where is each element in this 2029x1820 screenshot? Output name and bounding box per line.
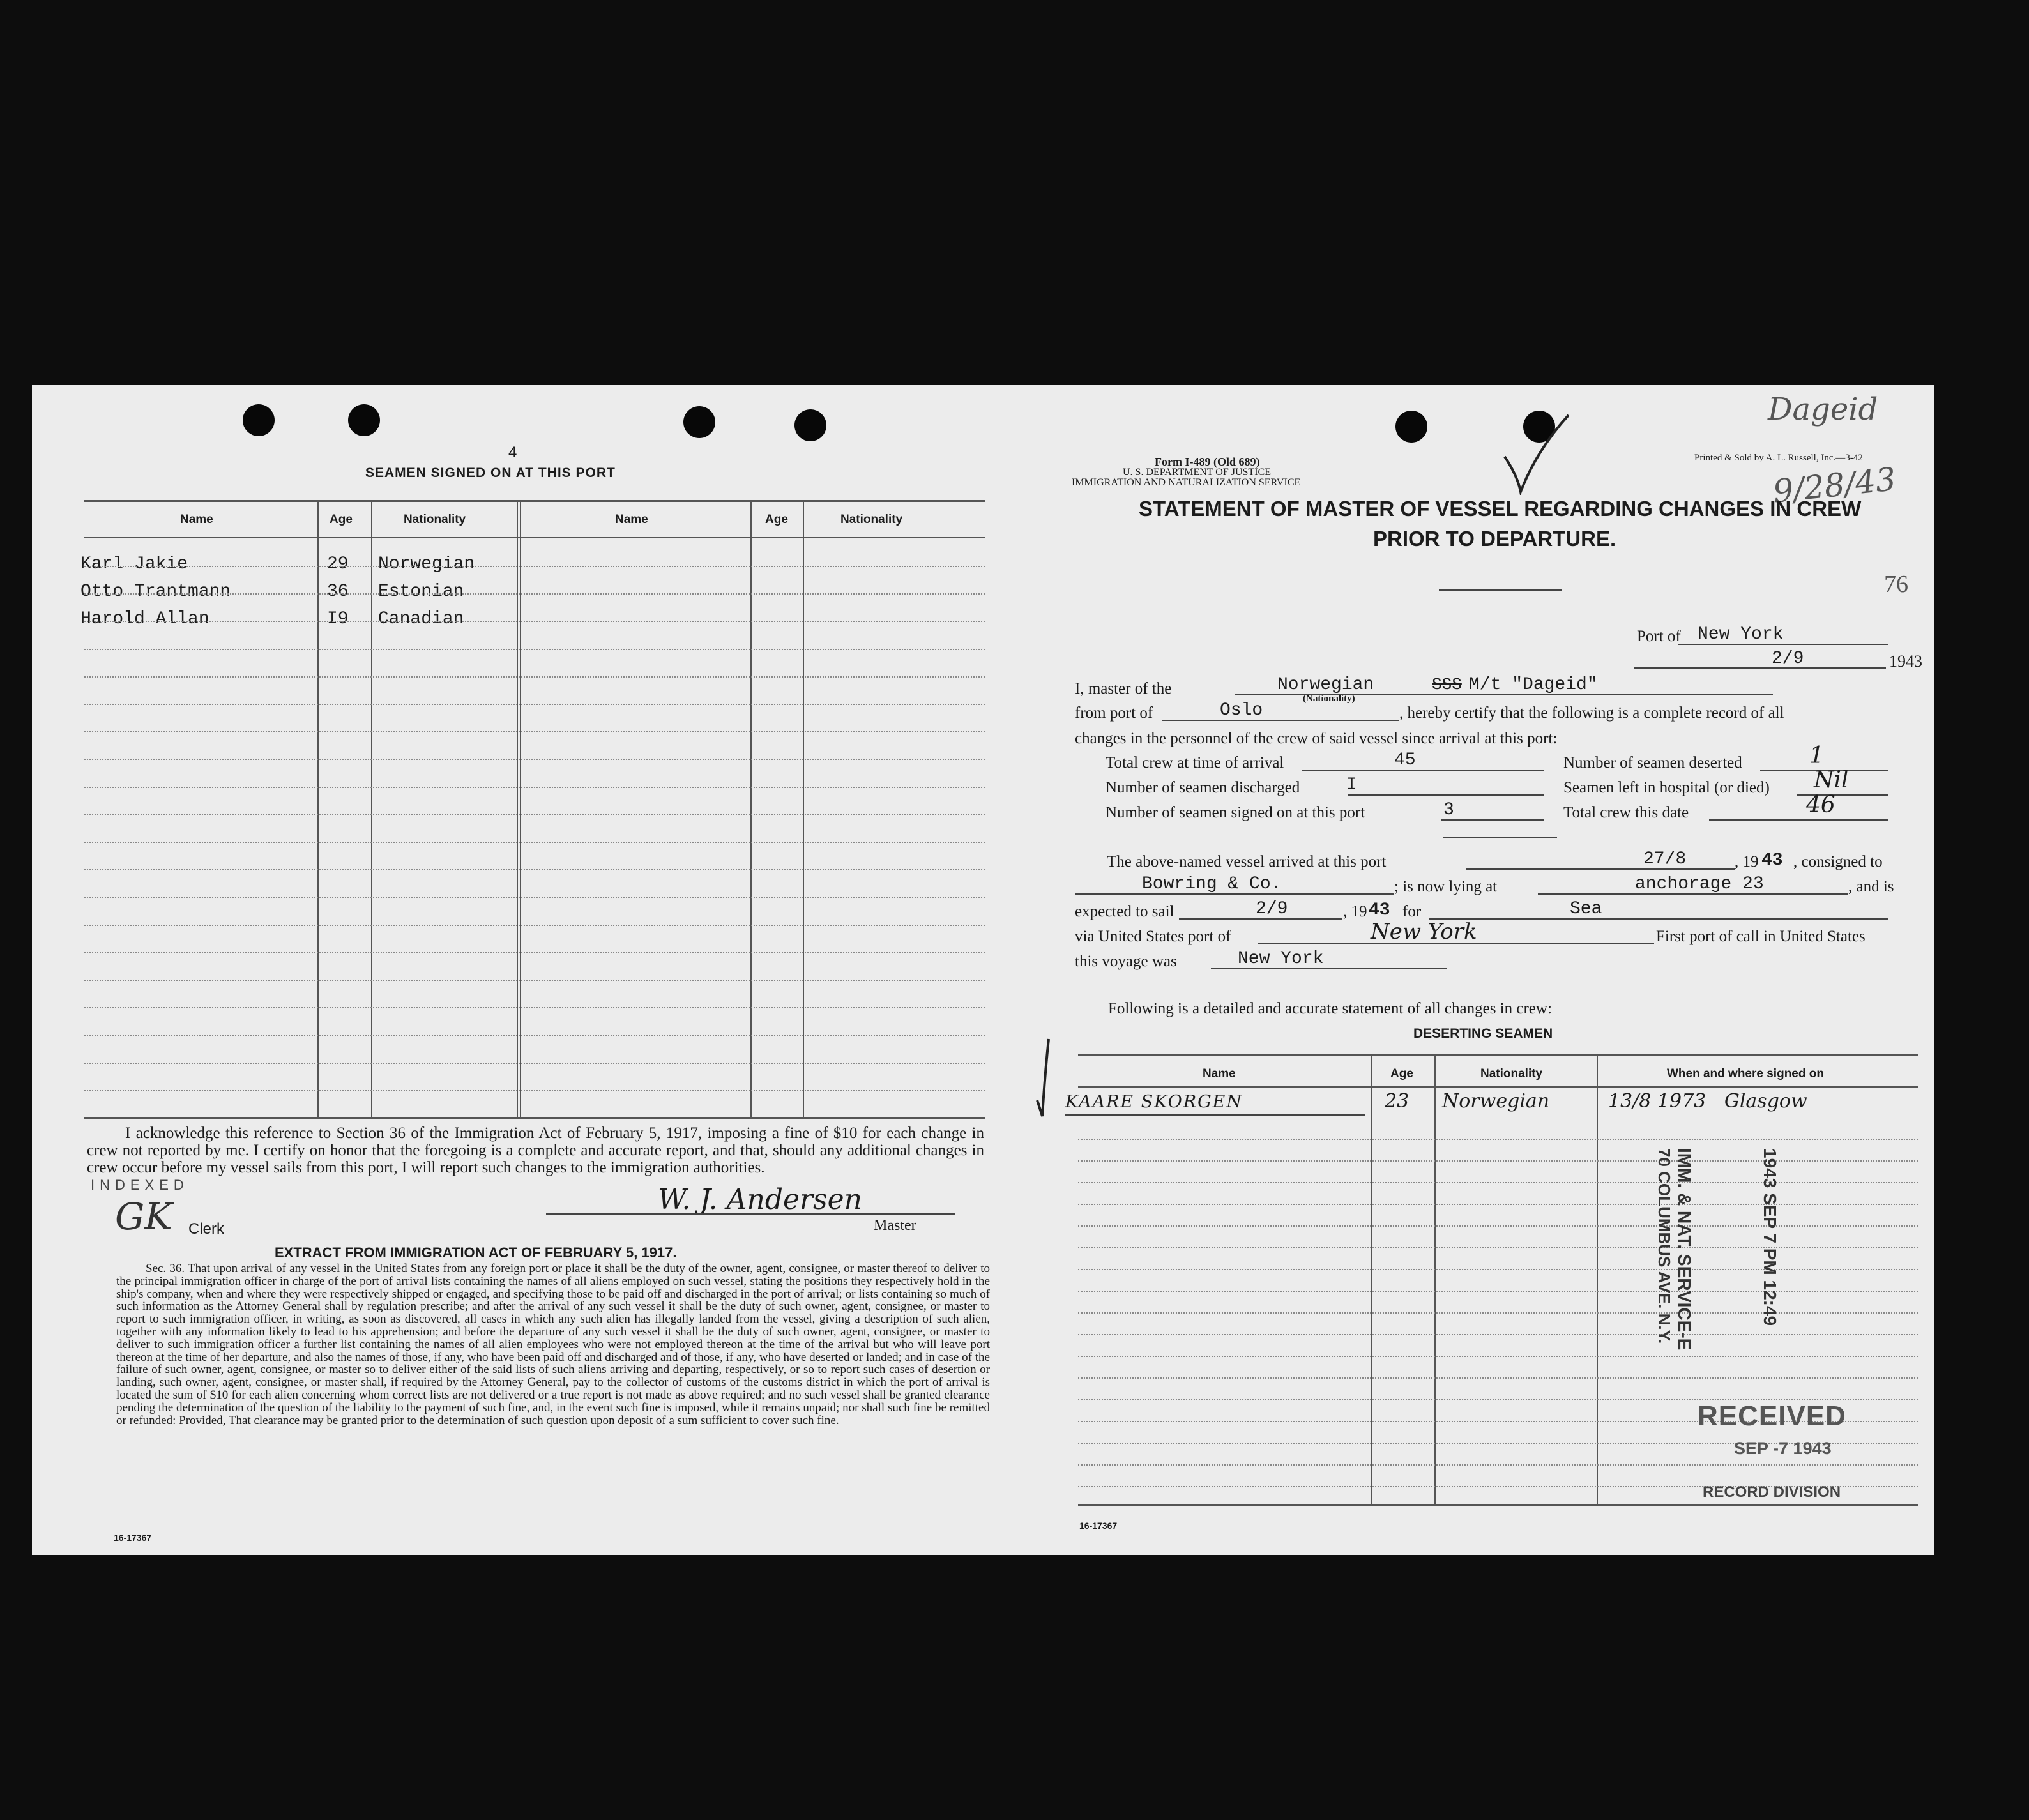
punch-hole <box>794 409 826 441</box>
discharged-value: I <box>1346 775 1357 795</box>
from-port-underline <box>1162 720 1399 721</box>
table-row-line <box>1078 1160 1918 1162</box>
col-divider <box>317 500 319 1118</box>
table-row-line <box>84 676 985 678</box>
arrived-label: The above-named vessel arrived at this port <box>1107 853 1387 870</box>
table-row-line <box>84 925 985 927</box>
signature-line <box>546 1213 955 1215</box>
table-row-line <box>84 952 985 954</box>
table-row-line <box>84 869 985 871</box>
underline <box>1709 819 1888 821</box>
consigned-label: , consigned to <box>1793 853 1883 870</box>
form-code: 16-17367 <box>114 1533 152 1543</box>
col-header-name: Name <box>180 513 213 526</box>
table-row-line <box>84 842 985 844</box>
vessel-underline <box>1235 694 1773 695</box>
consignee-value: Bowring & Co. <box>1142 874 1282 894</box>
for-label: for <box>1402 903 1422 920</box>
lying-label: ; is now lying at <box>1394 878 1498 895</box>
deserter-age: 23 <box>1385 1090 1410 1112</box>
col-header-name: Name <box>615 513 648 526</box>
check-mark-icon <box>1032 1036 1058 1119</box>
underline <box>1441 819 1544 821</box>
date-value: 2/9 <box>1772 649 1804 669</box>
table-row-line <box>1078 1182 1918 1184</box>
table-row-line <box>84 566 985 568</box>
table-row-line <box>84 814 985 816</box>
hospital-value: Nil <box>1814 767 1849 793</box>
crew-nationality: Canadian <box>378 609 464 629</box>
table-row-line <box>84 593 985 595</box>
underline <box>1348 794 1544 796</box>
sheet-number: 76 <box>1884 571 1908 598</box>
hospital-label: Seamen left in hospital (or died) <box>1563 779 1770 796</box>
col-divider <box>371 500 372 1118</box>
underline <box>1211 968 1447 969</box>
col-header-nationality: Nationality <box>404 513 466 526</box>
table-row-line <box>84 787 985 789</box>
extract-text: Sec. 36. That upon arrival of any vessel in the United States from any foreign port or place it shall be the duty of the owner, agent, consignee, or master thereof to deliver to the principal immigration officer in charge of the port of arrival lists containing the names of all aliens employed on such vessel, stating the positions they respectively hold in the ship's company, when and where they were respectively shipped or engaged, and specifying those to be paid off and discharged in the port of arrival; or lists containing so much of such information as the Attorney General shall by regulation prescribe; and after the arrival of any such vessel it shall be the duty of such owner, agent, consignee, or master to report to such immigration officer, in writing, as soon as discovered, all cases in which any such alien has illegally landed from the vessel, giving a description of such alien, together with any information likely to lead to his apprehension; and before the departure of any such vessel it shall be the duty of such owner, agent, consignee, or master to deliver to such immigration officer a further list containing the names of all alien employees who were not employed thereon at the time of the arrival but who will leave port thereon at the time of her departure, and also the names of those, if any, who have been paid off and discharged and of those, if any, who have deserted or landed; and in case of the failure of such owner, agent, consignee, or master so to deliver either of the said lists of such aliens arriving and departing, respectively, or so to report such cases of desertion or landing, such owner, agent, consignee, or master shall, if required by the Attorney General, pay to the collector of customs of the customs district in which the port of arrival is located the sum of $10 for each alien concerning whom correct lists are not delivered or a true report is not made as above required; and no such vessel shall be granted clearance pending the determination of the question of the liability to the payment of such fine, and, in the event such fine is imposed, while it remains unpaid; nor shall such fine be remitted or refunded: Provided, That clearance may be granted prior to the determination of such question upon deposit of a sum sufficient to cover such fine. <box>116 1262 990 1427</box>
punch-hole <box>243 404 275 436</box>
crew-age: 36 <box>327 582 349 602</box>
date-underline <box>1634 667 1886 669</box>
master-signature: W. J. Andersen <box>658 1183 863 1216</box>
totals-rule <box>1443 837 1557 838</box>
deserted-label: Number of seamen deserted <box>1563 754 1742 771</box>
from-port-value: Oslo <box>1220 701 1263 720</box>
form-number: Form I-489 (Old 689) <box>1155 455 1260 468</box>
col-header-nationality: Nationality <box>840 513 903 526</box>
first-port-label: First port of call in United States <box>1656 928 1866 945</box>
table-row-line <box>1078 1204 1918 1206</box>
page-number: 4 <box>508 444 517 461</box>
from-port-label: from port of <box>1075 704 1153 722</box>
sail-label: expected to sail <box>1075 903 1174 920</box>
via-label: via United States port of <box>1075 928 1231 945</box>
total-crew-date-value: 46 <box>1806 792 1835 818</box>
port-underline <box>1678 644 1888 645</box>
check-mark-icon <box>1498 412 1575 495</box>
form-title-line2: PRIOR TO DEPARTURE. <box>1373 527 1616 550</box>
table-row-line <box>84 1090 985 1092</box>
total-crew-arrival-label: Total crew at time of arrival <box>1106 754 1284 771</box>
struck-text: SSS <box>1432 675 1462 694</box>
col-divider <box>520 500 521 1118</box>
table-row-line <box>84 621 985 623</box>
indexed-stamp: INDEXED <box>91 1177 189 1193</box>
crew-nationality: Norwegian <box>378 554 475 574</box>
crew-name: Karl Jakie <box>80 554 188 574</box>
table-row-line <box>84 1007 985 1009</box>
col-header-age: Age <box>1390 1067 1413 1081</box>
crew-name: Otto Trantmann <box>80 582 231 602</box>
table-row-line <box>1078 1312 1918 1314</box>
corner-note-vessel: Dageid <box>1768 391 1878 427</box>
underline <box>1075 893 1394 895</box>
deserter-name: KAARE SKORGEN <box>1065 1092 1243 1112</box>
nationality-value: Norwegian <box>1277 675 1374 695</box>
table-row-line <box>84 897 985 899</box>
signed-on-label: Number of seamen signed on at this port <box>1106 804 1365 821</box>
deserter-signed-on: 13/8 1973 Glasgow <box>1608 1090 1807 1112</box>
left-page <box>32 385 1021 1555</box>
form-title-line1: STATEMENT OF MASTER OF VESSEL REGARDING CHANGES IN CREW <box>1139 497 1862 520</box>
port-value: New York <box>1698 625 1784 644</box>
table-bottom-rule <box>84 1117 985 1119</box>
table-header-rule <box>84 537 985 538</box>
acknowledgment-text: I acknowledge this reference to Section 36 of the Immigration Act of February 5, 1917, imposing a fine of $10 for each change in crew not reported by me. I certify on honor that the foregoing is a complete and accurate report, and that, should any additional changes in crew occur before my vessel sails from this port, I will report such changes to the immigration authorities. <box>87 1125 984 1176</box>
table-top-rule <box>1078 1054 1918 1056</box>
date-year: 1943 <box>1889 652 1922 671</box>
col-divider <box>803 500 804 1118</box>
table-top-rule <box>84 500 985 502</box>
table-row-line <box>1078 1356 1918 1358</box>
punch-hole <box>348 404 380 436</box>
table-header-rule <box>1078 1086 1918 1088</box>
form-code: 16-17367 <box>1079 1520 1118 1531</box>
clerk-label: Clerk <box>188 1220 225 1238</box>
service-stamp-line1: IMM. & NAT. SERVICE-E <box>1675 1148 1694 1351</box>
title-rule <box>1439 589 1562 591</box>
port-label: Port of <box>1637 628 1681 645</box>
certify-text: , hereby certify that the following is a complete record of all <box>1399 704 1784 722</box>
table-row-line <box>1078 1225 1918 1227</box>
table-row-line <box>84 649 985 651</box>
underline <box>1429 918 1888 920</box>
table-row-line <box>84 980 985 982</box>
underline <box>1302 770 1544 771</box>
table-row-line <box>84 1035 985 1036</box>
col-divider <box>750 500 752 1118</box>
corner-note-date: 9/28/43 <box>1771 460 1898 510</box>
underline <box>1179 918 1342 920</box>
received-stamp-date: SEP -7 1943 <box>1734 1439 1832 1458</box>
discharged-label: Number of seamen discharged <box>1106 779 1300 796</box>
total-crew-date-label: Total crew this date <box>1563 804 1689 821</box>
via-value: New York <box>1371 919 1477 944</box>
arrived-year: 43 <box>1761 851 1783 870</box>
col-header-age: Age <box>765 513 788 526</box>
crew-age: 29 <box>327 554 349 574</box>
col-divider <box>517 500 518 1118</box>
arrived-year-prefix: , 19 <box>1735 853 1759 870</box>
arrived-value: 27/8 <box>1643 849 1687 869</box>
for-value: Sea <box>1570 899 1602 919</box>
underline <box>1258 943 1654 944</box>
total-crew-arrival-value: 45 <box>1394 750 1416 770</box>
crew-nationality: Estonian <box>378 582 464 602</box>
lying-value: anchorage 23 <box>1635 874 1764 894</box>
col-header-signed-on: When and where signed on <box>1667 1067 1824 1081</box>
col-header-age: Age <box>330 513 353 526</box>
record-division-stamp: RECORD DIVISION <box>1703 1483 1841 1501</box>
and-is-label: , and is <box>1848 878 1894 895</box>
extract-title: EXTRACT FROM IMMIGRATION ACT OF FEBRUARY 5, 1917. <box>275 1245 677 1261</box>
deserter-underline <box>1065 1114 1365 1116</box>
table-row-line <box>1078 1247 1918 1249</box>
table-row-line <box>84 759 985 761</box>
table-bottom-rule <box>1078 1504 1918 1506</box>
service-stamp-line2: 70 COLUMBUS AVE. N.Y. <box>1655 1148 1674 1344</box>
table-row-line <box>1078 1291 1918 1293</box>
right-page <box>1021 385 1934 1555</box>
table-row-line <box>1078 1334 1918 1336</box>
table-row-line <box>1078 1139 1918 1141</box>
master-label: Master <box>874 1217 916 1234</box>
signed-on-value: 3 <box>1443 800 1454 820</box>
nationality-caption: (Nationality) <box>1303 694 1355 704</box>
service-stamp-date: 1943 SEP 7 PM 12:49 <box>1760 1148 1780 1326</box>
deserted-value: 1 <box>1809 743 1824 769</box>
service: IMMIGRATION AND NATURALIZATION SERVICE <box>1072 477 1301 488</box>
underline <box>1466 868 1735 870</box>
crew-age: I9 <box>327 609 349 629</box>
certify-text-2: changes in the personnel of the crew of said vessel since arrival at this port: <box>1075 730 1558 747</box>
sail-year-prefix: , 19 <box>1343 903 1367 920</box>
col-header-nationality: Nationality <box>1480 1067 1543 1081</box>
table-row-line <box>84 731 985 733</box>
clerk-initials: GK <box>115 1195 172 1238</box>
table-row-line <box>84 1063 985 1065</box>
master-of-label: I, master of the <box>1075 680 1172 697</box>
voyage-label: this voyage was <box>1075 953 1177 970</box>
col-divider <box>1371 1054 1372 1504</box>
deserting-title: DESERTING SEAMEN <box>1413 1026 1553 1041</box>
punch-hole <box>683 406 715 438</box>
col-divider <box>1434 1054 1436 1504</box>
table-row-line <box>84 704 985 706</box>
table-row-line <box>1078 1377 1918 1379</box>
received-stamp: RECEIVED <box>1698 1400 1846 1432</box>
deserter-nationality: Norwegian <box>1442 1090 1550 1112</box>
printer-note: Printed & Sold by A. L. Russell, Inc.—3-42 <box>1694 453 1863 463</box>
underline <box>1538 893 1848 895</box>
section-title: SEAMEN SIGNED ON AT THIS PORT <box>365 466 616 480</box>
table-row-line <box>1078 1269 1918 1271</box>
following-text: Following is a detailed and accurate statement of all changes in crew: <box>1108 1000 1552 1017</box>
sail-year: 43 <box>1369 900 1390 920</box>
vessel-name: M/t "Dageid" <box>1469 675 1598 695</box>
sail-value: 2/9 <box>1256 899 1288 919</box>
voyage-value: New York <box>1238 949 1324 969</box>
crew-name: Harold Allan <box>80 609 209 629</box>
department: U. S. DEPARTMENT OF JUSTICE <box>1123 467 1271 478</box>
col-divider <box>1597 1054 1598 1504</box>
punch-hole <box>1395 411 1427 443</box>
col-header-name: Name <box>1203 1067 1236 1081</box>
table-row-line <box>1078 1464 1918 1466</box>
